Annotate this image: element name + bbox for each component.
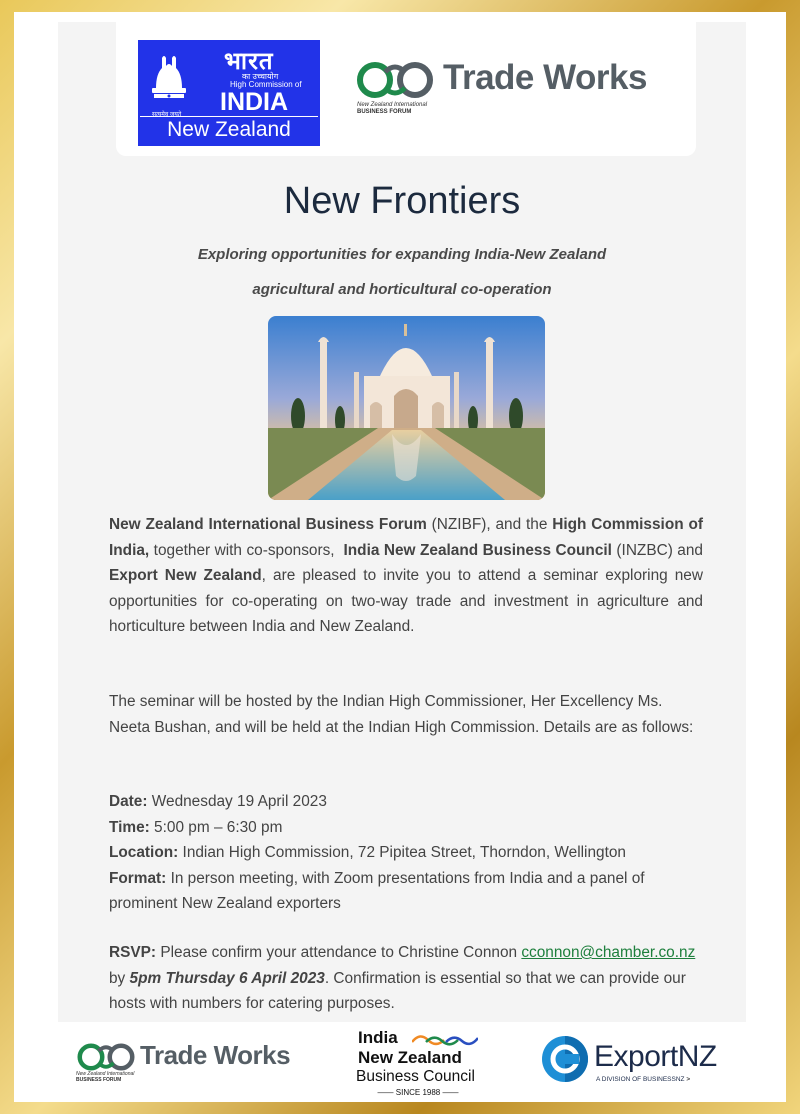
india-new-zealand-text: New Zealand: [140, 116, 318, 142]
india-word: INDIA: [220, 88, 289, 116]
india-hindi-subtitle: का उच्चायोग: [242, 72, 279, 81]
subtitle-line2: agricultural and horticultural co-operation: [252, 281, 552, 298]
tradeworks-footer-name: Trade Works: [140, 1040, 291, 1070]
export-nz-name: Export New Zealand: [109, 567, 262, 584]
inzbc-logo: [356, 1028, 480, 1100]
exportnz-logo: [540, 1034, 730, 1090]
event-details: [109, 789, 703, 917]
rsvp-paragraph: [109, 940, 703, 1017]
tradeworks-logo-footer: [76, 1038, 316, 1090]
tradeworks-footer-tagline: New Zealand International BUSINESS FORUM: [76, 1071, 135, 1083]
intro-paragraph: [109, 512, 703, 640]
date-row: [109, 789, 703, 815]
exportnz-name: ExportNZ: [594, 1040, 717, 1073]
time-value: 5:00 pm – 6:30 pm: [149, 818, 283, 836]
india-high-commission-logo: [138, 40, 320, 146]
date-value: Wednesday 19 April 2023: [147, 793, 327, 810]
india-bharat-text: भारत: [224, 48, 274, 75]
intro-text-1: (NZIBF), and the: [426, 516, 553, 533]
subtitle-line1: Exploring opportunities for expanding India-New Zealand: [197, 246, 607, 263]
time-row: [109, 815, 703, 841]
inzbc-india: India: [358, 1028, 398, 1047]
location-label: Location:: [109, 844, 179, 861]
tradeworks-name: Trade Works: [443, 58, 647, 97]
location-row: [109, 840, 703, 866]
rsvp-text-3: . Confirmation is essential so that we can provide our hosts with numbers for catering purposes.: [109, 969, 686, 1012]
taj-mahal-photo: [268, 316, 545, 500]
globe-icon: [540, 1034, 590, 1084]
inzbc-new-zealand: New Zealand: [358, 1048, 462, 1067]
format-label: Format:: [109, 869, 167, 887]
india-high-commission-text: High Commission of: [230, 80, 302, 89]
nzibf-name: New Zealand International Business Forum: [109, 516, 427, 533]
inzbc-name: India New Zealand Business Council: [343, 541, 612, 559]
tradeworks-infinity-icon: [355, 60, 435, 100]
tradeworks-tagline: New Zealand International BUSINESS FORUM: [357, 102, 428, 115]
rsvp-deadline: 5pm Thursday 6 April 2023: [129, 969, 325, 987]
tradeworks-infinity-icon: [76, 1042, 136, 1072]
format-row: [109, 866, 703, 917]
location-value: Indian High Commission, 72 Pipitea Street, Thorndon, Wellington: [178, 844, 626, 861]
intro-text-2: together with co-sponsors,: [149, 541, 344, 559]
time-label: Time:: [109, 818, 150, 836]
tradeworks-logo-header: [355, 58, 675, 128]
exportnz-subtitle: A DIVISION OF BUSINESSNZ >: [596, 1076, 691, 1083]
wave-icon: [412, 1032, 478, 1046]
rsvp-text-1: Please confirm your attendance to Christine Connon: [156, 944, 522, 961]
intro-text-3: (INZBC) and: [611, 541, 703, 559]
date-label: Date:: [109, 793, 148, 810]
page-title: New Frontiers: [283, 180, 521, 222]
high-commission-name: High Commission of India,: [109, 516, 703, 559]
ashoka-emblem-icon: [148, 48, 190, 110]
inzbc-business-council: Business Council: [356, 1068, 475, 1085]
host-paragraph: The seminar will be hosted by the Indian High Commissioner, Her Excellency Ms. Neeta Bushan, and will be held at the Indian High Commission. Details are as follows:: [109, 693, 694, 736]
inzbc-since: —— SINCE 1988 ——: [377, 1088, 459, 1097]
india-motto: सत्यमेव जयते: [152, 112, 182, 118]
rsvp-text-2: by: [109, 969, 130, 987]
rsvp-email-link[interactable]: cconnon@chamber.co.nz: [521, 944, 696, 961]
format-value: In person meeting, with Zoom presentations from India and a panel of prominent New Zealand exporters: [109, 869, 645, 912]
intro-text-4: , are pleased to invite you to attend a seminar exploring new opportunities for co-operating on two-way trade and investment in agriculture and horticulture between India and New Zealand.: [109, 567, 703, 635]
rsvp-label: RSVP:: [109, 944, 157, 961]
